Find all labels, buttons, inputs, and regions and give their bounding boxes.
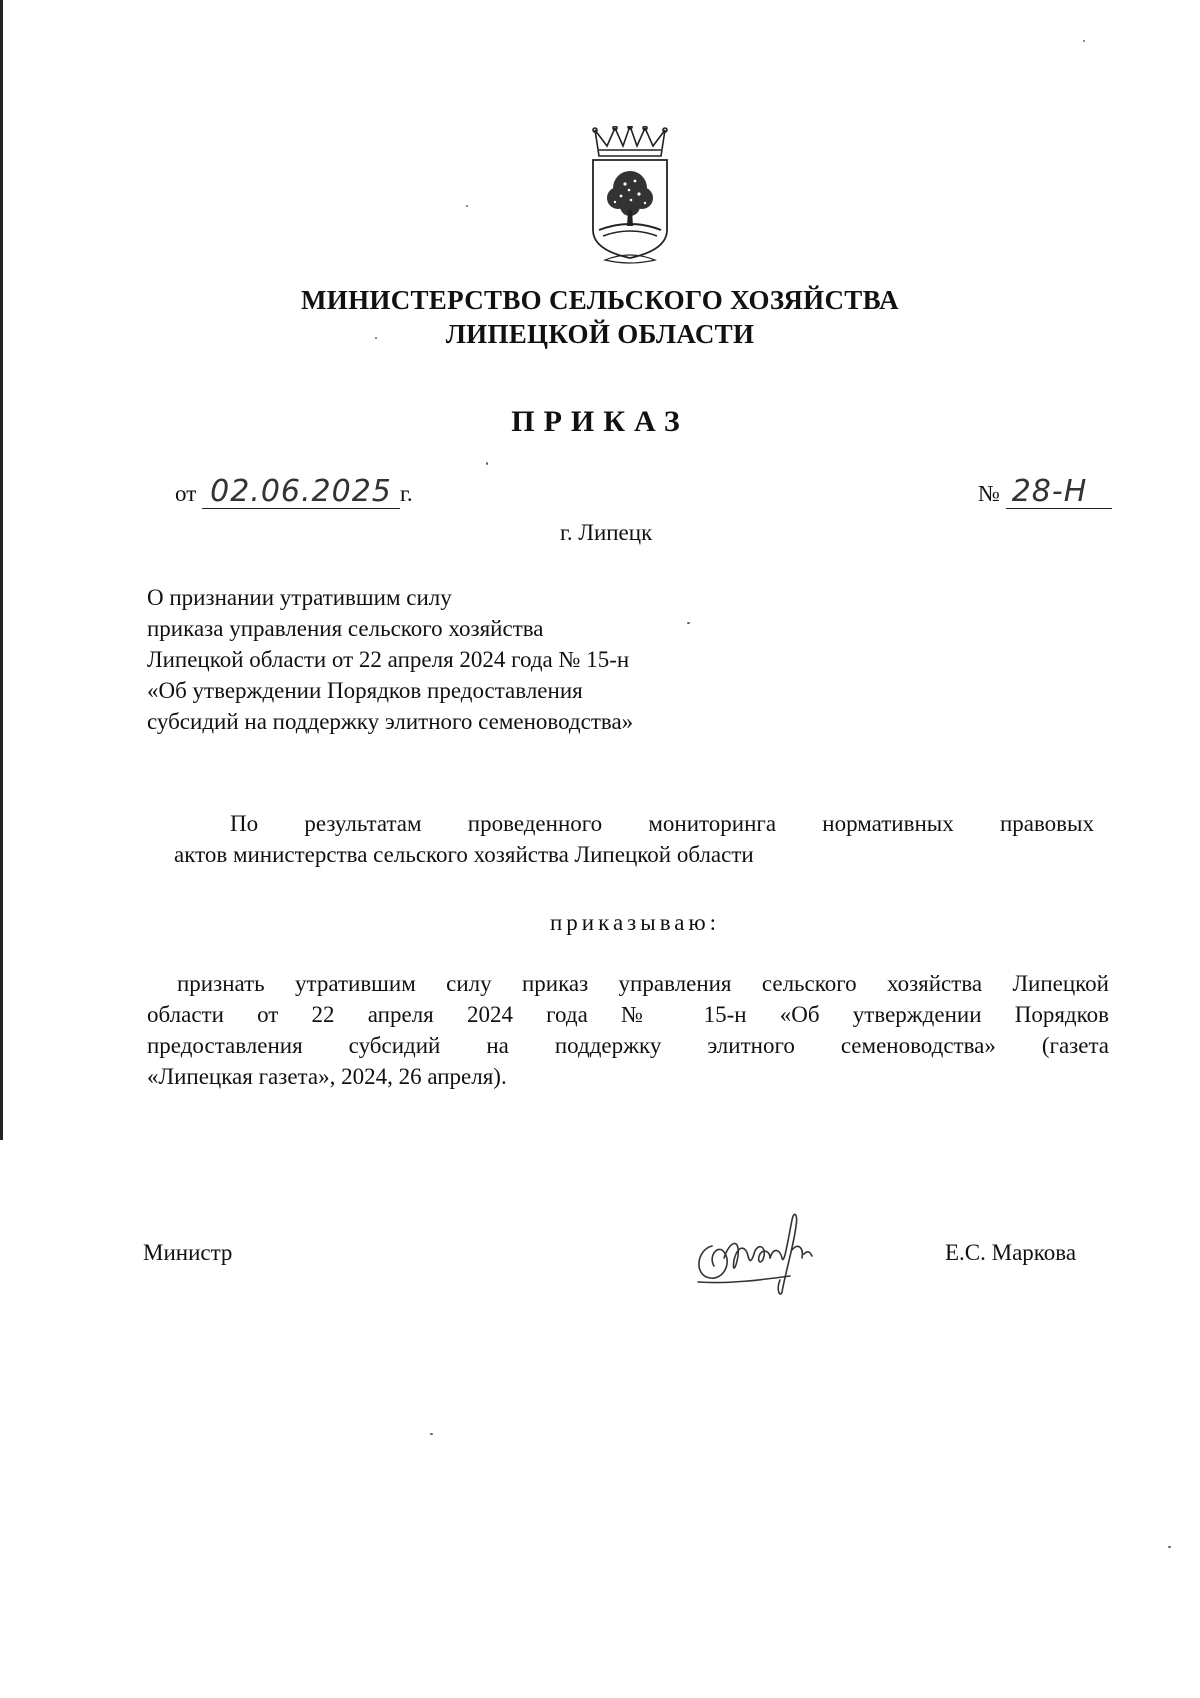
subject-line: Липецкой области от 22 апреля 2024 года № 15-н — [147, 647, 630, 672]
decree-word: приказываю: — [550, 910, 721, 935]
scan-speck — [687, 622, 690, 624]
basis-line: актов министерства сельского хозяйства Липецкой области — [174, 842, 754, 867]
basis-line: По результатам проведенного мониторинга нормативных правовых — [230, 811, 1094, 836]
date-suffix: г. — [400, 481, 413, 506]
decision-line: «Липецкая газета», 2024, 26 апреля). — [147, 1064, 507, 1089]
scan-speck — [1168, 1546, 1171, 1548]
basis-paragraph — [174, 808, 1094, 870]
subject-line: субсидий на поддержку элитного семеноводства» — [147, 709, 634, 734]
scan-speck — [1083, 40, 1085, 42]
scan-speck — [486, 462, 488, 465]
date-value: 02.06.2025 — [210, 474, 392, 509]
number-field — [1006, 474, 1112, 509]
issue-city: г. Липецк — [560, 520, 653, 545]
decision-line: области от 22 апреля 2024 года № 15-н «Об утверждении Порядков — [147, 1002, 1109, 1027]
coat-of-arms-icon — [585, 126, 675, 266]
scan-speck — [375, 337, 377, 339]
subject-line: приказа управления сельского хозяйства — [147, 616, 544, 641]
scan-edge-divider — [0, 0, 3, 1140]
number-prefix: № — [978, 481, 1000, 506]
decision-paragraph — [147, 968, 1109, 1092]
ministry-name-line2: ЛИПЕЦКОЙ ОБЛАСТИ — [445, 319, 755, 349]
subject-line: О признании утратившим силу — [147, 585, 452, 610]
order-date — [175, 474, 413, 509]
scan-speck — [430, 1433, 433, 1435]
number-value: 28-Н — [1011, 474, 1088, 509]
ministry-name — [300, 283, 900, 351]
signatory-position: Министр — [143, 1240, 233, 1265]
handwritten-signature — [690, 1200, 840, 1300]
decision-line: признать утратившим силу приказ управления сельского хозяйства Липецкой — [177, 971, 1109, 996]
subject-line: «Об утверждении Порядков предоставления — [147, 678, 583, 703]
decision-line: предоставления субсидий на поддержку элитного семеноводства» (газета — [147, 1033, 1109, 1058]
order-number — [978, 474, 1112, 509]
document-type-title: ПРИКАЗ — [511, 405, 689, 438]
scan-speck — [466, 205, 468, 207]
order-subject — [147, 582, 633, 737]
date-prefix: от — [175, 481, 197, 506]
date-field — [202, 474, 400, 509]
signatory-name: Е.С. Маркова — [945, 1240, 1077, 1265]
ministry-name-line1: МИНИСТЕРСТВО СЕЛЬСКОГО ХОЗЯЙСТВА — [301, 285, 899, 315]
